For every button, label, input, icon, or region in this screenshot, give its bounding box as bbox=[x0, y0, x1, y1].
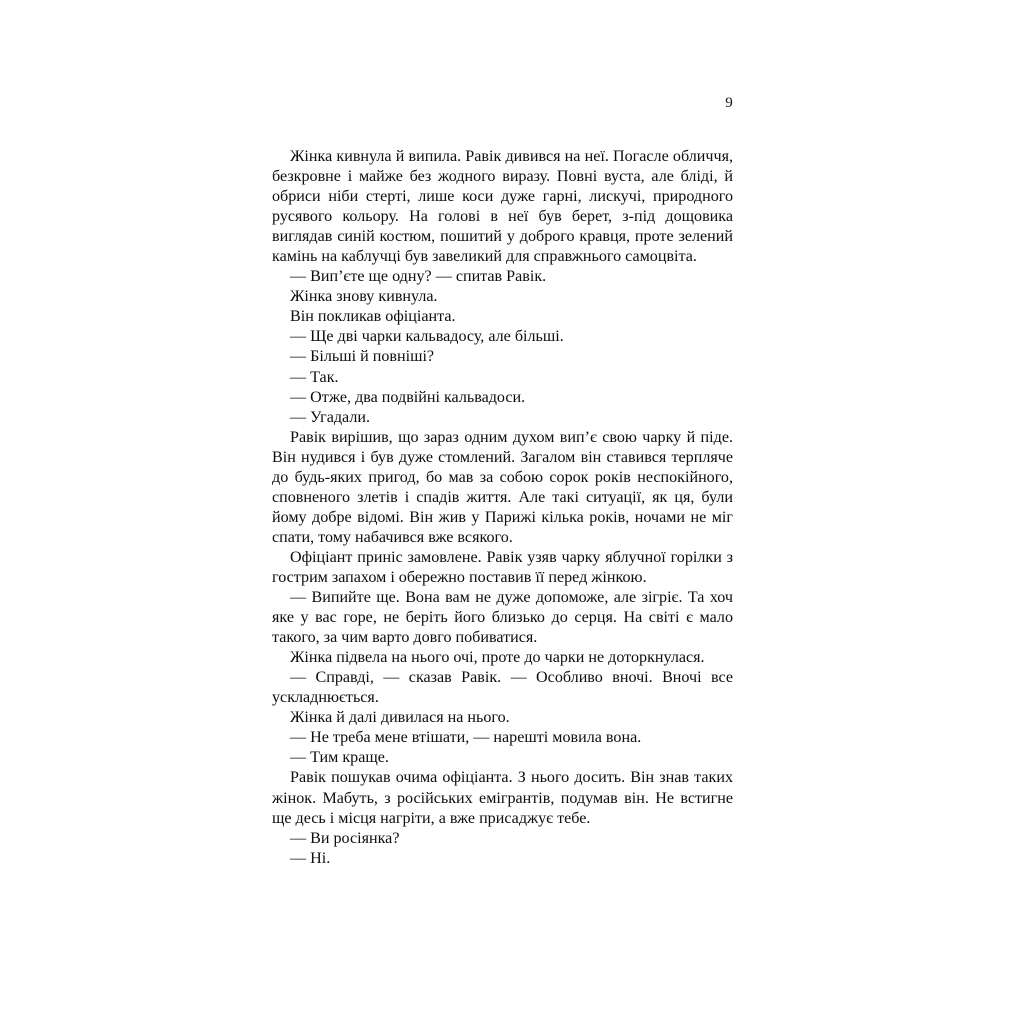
body-paragraph: Равік пошукав очима офіціанта. З нього досить. Він знав таких жінок. Мабуть, з російських емігрантів, подумав він. Не встигне ще десь і місця нагріти, а вже присаджує тебе. bbox=[272, 769, 733, 827]
dialogue-line: Жінка й далі дивилася на нього. bbox=[290, 709, 510, 727]
body-paragraph: — Справді, — сказав Равік. — Особливо вночі. Вночі все ускладнюється. bbox=[272, 669, 733, 707]
dialogue-line: — Ви росіянка? bbox=[290, 829, 400, 847]
body-paragraph: Офіціант приніс замовлене. Равік узяв чарку яблучної горілки з гострим запахом і обережно поставив її перед жінкою. bbox=[272, 548, 733, 586]
dialogue-line: — Ще дві чарки кальвадосу, але більші. bbox=[290, 328, 564, 346]
dialogue-line: — Більші й повніші? bbox=[290, 348, 435, 366]
page-number: 9 bbox=[725, 95, 733, 111]
body-text-block bbox=[272, 147, 733, 869]
dialogue-line: Жінка знову кивнула. bbox=[290, 288, 438, 306]
dialogue-line: — Отже, два подвійні кальвадоси. bbox=[290, 388, 526, 406]
body-paragraph: Равік вирішив, що зараз одним духом вип’є свою чарку й піде. Він нудився і був дуже стомлений. Загалом він ставився терпляче до будь-яких пригод, бо мав за собою сорок років неспокійного, сповненого злетів і спадів життя. Але такі ситуації, як ця, були йому добре відомі. Він жив у Парижі кілька років, ночами не міг спати, тому набачився вже всякого. bbox=[272, 428, 733, 546]
dialogue-line: — Угадали. bbox=[290, 408, 370, 426]
dialogue-line: — Ні. bbox=[290, 849, 331, 867]
body-paragraph: — Випийте ще. Вона вам не дуже допоможе, але зігріє. Та хоч яке у вас горе, не беріть його близько до серця. На світі є мало такого, за чим варто довго побиватися. bbox=[272, 589, 733, 647]
folio-row bbox=[272, 96, 733, 120]
dialogue-line: — Не треба мене втішати, — нарешті мовила вона. bbox=[290, 729, 642, 747]
dialogue-line: — Так. bbox=[290, 368, 339, 386]
dialogue-line: Він покликав офіціанта. bbox=[290, 308, 456, 326]
dialogue-line: Жінка підвела на нього очі, проте до чарки не доторкнулася. bbox=[290, 649, 705, 667]
body-paragraph: Жінка кивнула й випила. Равік дивився на неї. Погасле обличчя, безкровне і майже без жодного виразу. Повні вуста, але бліді, й обриси ніби стерті, лише коси дуже гарні, лискучі, природного русявого кольору. На голові в неї був берет, з-під дощовика виглядав синій костюм, пошитий у доброго кравця, проте зелений камінь на каблучці був завеликий для справжнього самоцвіта. bbox=[272, 148, 733, 266]
dialogue-line: — Тим краще. bbox=[290, 749, 389, 767]
dialogue-line: — Вип’єте ще одну? — спитав Равік. bbox=[290, 268, 547, 286]
